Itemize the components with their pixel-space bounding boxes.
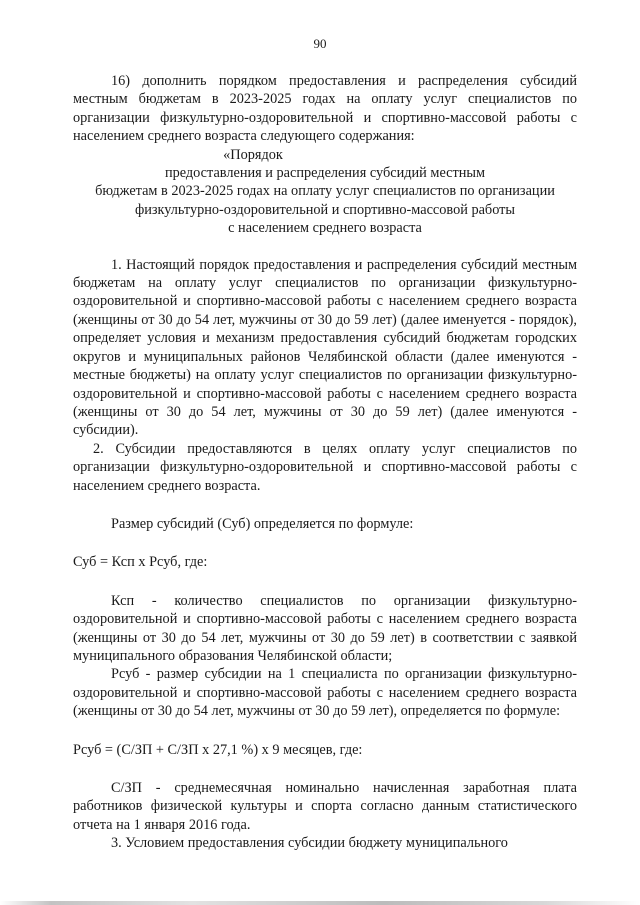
paragraph-4: Ксп - количество специалистов по организации физкультурно-оздоровительной и спортивно-массовой работы с населением среднего возраста (женщины от 30 до 54 лет, мужчины от 30 до 59 лет) в соответствии с заявкой муниципального образования Челябинской области; — [73, 592, 577, 664]
title-line-2: предоставления и распределения субсидий местным — [164, 165, 486, 182]
paragraph-2: 2. Субсидии предоставляются в целях оплату услуг специалистов по организации физкультурно-оздоровительной и спортивно-массовой работы с населением среднего возраста. — [73, 440, 577, 494]
paragraph-1: 1. Настоящий порядок предоставления и распределения субсидий местным бюджетам на оплату услуг специалистов по организации физкультурно-оздоровительной и спортивно-массовой работы с населением среднего возраста (женщины от 30 до 54 лет, мужчины от 30 до 59 лет) (далее именуется - порядок), определяет условия и механизм предоставления субсидий бюджетам городских округов и муниципальных районов Челябинской области (далее именуются - местные бюджеты) на оплату услуг специалистов по организации физкультурно-оздоровительной и спортивно-массовой работы с населением среднего возраста (женщины от 30 до 54 лет, мужчины от 30 до 59 лет) (далее именуются - субсидии). — [73, 256, 577, 439]
paragraph-5: Рсуб - размер субсидии на 1 специалиста по организации физкультурно-оздоровительной и спортивно-массовой работы с населением среднего возраста (женщины от 30 до 54 лет, мужчины от 30 до 59 лет), определяется по формуле: — [73, 666, 577, 720]
formula-subsidy: Суб = Ксп х Рсуб, где: — [73, 554, 208, 571]
paragraph-6: С/ЗП - среднемесячная номинально начисленная заработная плата работников физической культуры и спорта согласно данным статистического отчета на 1 января 2016 года. — [73, 780, 577, 833]
spacer — [73, 533, 577, 553]
paragraph-3: Размер субсидий (Суб) определяется по формуле: — [111, 515, 414, 532]
formula-per-specialist: Рсуб = (С/ЗП + С/ЗП х 27,1 %) х 9 месяцев, где: — [73, 741, 363, 758]
spacer — [73, 238, 577, 256]
title-line-4: физкультурно-оздоровительной и спортивно-массовой работы — [134, 201, 516, 218]
spacer — [73, 572, 577, 592]
intro-paragraph: 16) дополнить порядком предоставления и распределения субсидий местным бюджетам в 2023-2025 годах на оплату услуг специалистов по организации физкультурно-оздоровительной и спортивно-массовой работы с населением среднего возраста следующего содержания: — [73, 73, 577, 145]
section-title — [73, 146, 577, 238]
title-line-5: с населением среднего возраста — [228, 220, 422, 237]
scan-edge — [0, 901, 640, 905]
document-body — [73, 72, 577, 853]
title-line-1: «Порядок — [223, 146, 283, 163]
paragraph-7: 3. Условием предоставления субсидии бюджету муниципального — [111, 835, 508, 852]
spacer — [73, 759, 577, 779]
spacer — [73, 495, 577, 515]
title-line-3: бюджетам в 2023-2025 годах на оплату услуг специалистов по организации — [95, 183, 555, 200]
spacer — [73, 721, 577, 741]
page-number: 90 — [313, 36, 327, 51]
